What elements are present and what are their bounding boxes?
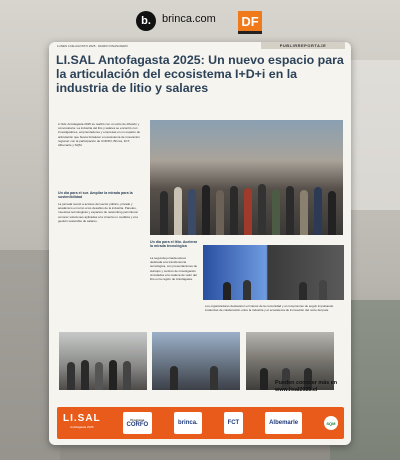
sponsor-footer [57, 407, 344, 439]
corfo-name: CORFO [126, 421, 149, 428]
df-logo-underline [238, 31, 262, 34]
panel-stage-photo [203, 245, 344, 300]
article-body-2: La segunda jornada estuvo dedicada a la transferencia tecnológica, con presentaciones de startups y centros de investigación vinculados a la cadena de valor del litio en la región de Antofagasta. [150, 256, 198, 282]
top-bar [0, 0, 400, 38]
brinca-sponsor-logo: brinca. [174, 412, 202, 434]
lisal-name: LI.SAL [63, 413, 101, 424]
group-photo [150, 120, 343, 235]
website-callout[interactable]: Pueden conocer más en www.lisal2025.cl [275, 380, 338, 393]
article-meta: LUNES 4 DE AGOSTO 2025 · DIARIO FINANCIERO [57, 44, 128, 48]
corfo-subtitle: Programa [130, 417, 145, 422]
brinca-logo-icon[interactable]: b. [136, 11, 156, 31]
sqm-logo: SQM [324, 416, 338, 430]
lisal-logo [63, 412, 101, 434]
fct-logo: FCT [224, 412, 244, 434]
newspaper-page [49, 42, 351, 445]
subhead-sur: Un día para el sur. Ampliar la mirada para la sostenibilidad [58, 191, 133, 200]
subhead-litio: Un día para el litio. Acelerar la mirada tecnológica [150, 240, 198, 249]
conversation-photo [152, 332, 240, 390]
lisal-subtitle: Antofagasta 2025 [70, 425, 94, 429]
article-date: LUNES 4 DE AGOSTO 2025 [57, 44, 96, 48]
section-tag: PUBLIRREPORTAJE [261, 42, 345, 49]
article-source: DIARIO FINANCIERO [98, 44, 128, 48]
brinca-site-name[interactable]: brinca.com [162, 13, 216, 25]
attendees-photo [59, 332, 147, 390]
albemarle-logo: Albemarle [265, 412, 302, 434]
corfo-logo [123, 412, 153, 434]
article-body-3: Los organizadores destacaron el interés de la comunidad y el compromiso de seguir impulsando instancias de colaboración entre la industria y el ecosistema de innovación del norte del país. [205, 304, 334, 313]
df-logo-icon[interactable]: DF [238, 11, 262, 31]
article-body-1: La jornada reunió a actores del sector público, privado y académico en torno a los desafíos de la industria. Paneles, muestras tecnológicas y espacios de networking permitieron conocer soluciones aplicadas a la minería no metálica y a la gestión sostenible de salares. [58, 202, 139, 223]
article-intro: Li.SAL Antofagasta 2025 se realizó con un éxito de difusión y convocatoria. La industria del litio y salares se encontró con investigadores, emprendedores y empresas en un espacio de articulación que busca fortalecer el ecosistema de innovación regional, con la participación de CORFO, Brinca, FCT, Albemarle y SQM. [58, 122, 141, 148]
article-headline: LI.SAL Antofagasta 2025: Un nuevo espacio para la articulación del ecosistema I+D+i en la industria de litio y salares [56, 53, 344, 95]
